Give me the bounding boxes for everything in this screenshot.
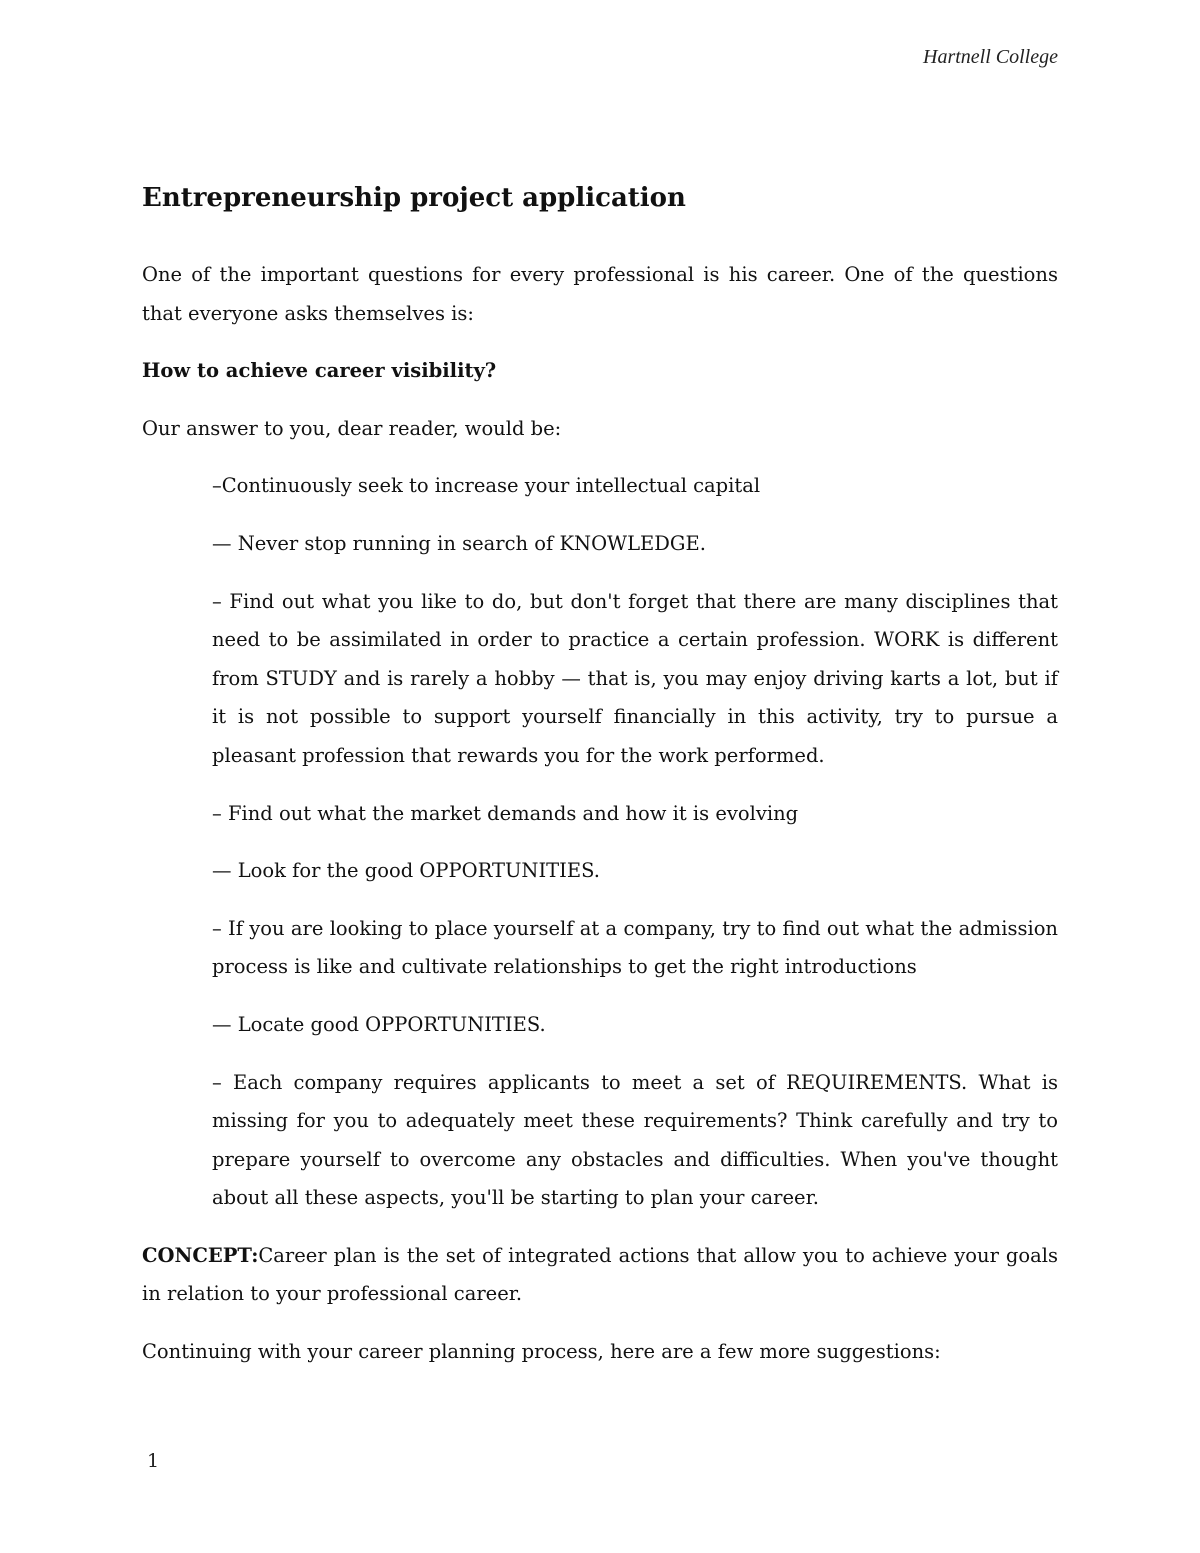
list-item: – If you are looking to place yourself at a company, try to find out what the admission process is like and cultivate relationships to get the right introductions (212, 916, 1058, 979)
list-item: — Locate good OPPORTUNITIES. (212, 1012, 546, 1036)
concept-paragraph (142, 1237, 1058, 1314)
list-item: — Never stop running in search of KNOWLEDGE. (212, 531, 706, 555)
list-item: – Find out what you like to do, but don't forget that there are many disciplines that need to be assimilated in order to practice a certain profession. WORK is different from STUDY and is rarely a hobby — that is, you may enjoy driving karts a lot, but if it is not possible to support yourself financially in this activity, try to pursue a pleasant profession that rewards you for the work performed. (212, 589, 1058, 767)
document-body (142, 178, 1058, 1391)
header-college-name: Hartnell College (923, 46, 1058, 68)
question-heading: How to achieve career visibility? (142, 359, 497, 383)
list-item: – Each company requires applicants to meet a set of REQUIREMENTS. What is missing for you to adequately meet these requirements? Think carefully and try to prepare yourself to overcome any obstacles and difficulties. When you've thought about all these aspects, you'll be starting to plan your career. (212, 1070, 1058, 1210)
concept-text: Career plan is the set of integrated actions that allow you to achieve your goals in relation to your professional career. (142, 1243, 1058, 1306)
document-title: Entrepreneurship project application (142, 183, 686, 213)
page-number: 1 (147, 1450, 160, 1472)
list-item: – Find out what the market demands and how it is evolving (212, 801, 799, 825)
concept-label: CONCEPT: (142, 1243, 259, 1267)
intro-paragraph: One of the important questions for every professional is his career. One of the questions that everyone asks themselves is: (142, 263, 1058, 325)
closing-paragraph: Continuing with your career planning process, here are a few more suggestions: (142, 1340, 941, 1364)
answer-lead: Our answer to you, dear reader, would be: (142, 416, 562, 440)
list-item: –Continuously seek to increase your intellectual capital (212, 474, 761, 498)
list-item: — Look for the good OPPORTUNITIES. (212, 859, 600, 883)
